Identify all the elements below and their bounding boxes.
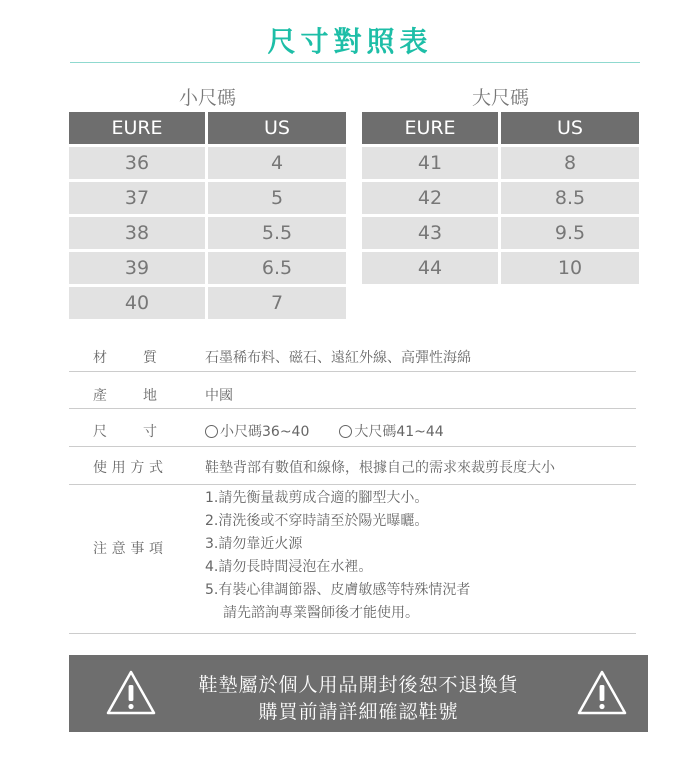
large-us-cell: 10 bbox=[501, 252, 639, 284]
small-eure-cell: 40 bbox=[69, 287, 205, 319]
large-us-cell: 8.5 bbox=[501, 182, 639, 214]
small-header-us: US bbox=[208, 112, 346, 144]
small-eure-cell: 39 bbox=[69, 252, 205, 284]
small-eure-cell: 36 bbox=[69, 147, 205, 179]
notes-row bbox=[69, 485, 636, 634]
large-header-us: US bbox=[501, 112, 639, 144]
large-size-label: 大尺碼 bbox=[471, 87, 529, 109]
page-title: 尺寸對照表 bbox=[267, 25, 433, 58]
small-size-label: 小尺碼 bbox=[178, 87, 236, 109]
size-option-small bbox=[205, 421, 309, 441]
note-item: 2.清洗後或不穿時請至於陽光曝曬。 bbox=[205, 513, 429, 529]
note-item: 3.請勿靠近火源 bbox=[205, 536, 303, 552]
usage-value: 鞋墊背部有數值和線條，根據自己的需求來裁剪長度大小 bbox=[205, 460, 555, 476]
warning-triangle-icon bbox=[576, 669, 628, 717]
small-eure-cell: 38 bbox=[69, 217, 205, 249]
small-us-cell: 6.5 bbox=[208, 252, 346, 284]
large-eure-cell: 42 bbox=[362, 182, 498, 214]
size-options bbox=[205, 421, 444, 441]
size-option-large bbox=[339, 421, 443, 441]
large-eure-cell: 41 bbox=[362, 147, 498, 179]
size-option-large-label: 大尺碼41~44 bbox=[354, 424, 444, 440]
material-label: 材質 bbox=[93, 350, 157, 366]
small-eure-cell: 37 bbox=[69, 182, 205, 214]
banner-line-2: 購買前請詳細確認鞋號 bbox=[258, 701, 459, 723]
large-us-cell: 9.5 bbox=[501, 217, 639, 249]
large-eure-cell: 44 bbox=[362, 252, 498, 284]
notes-label: 注意事項 bbox=[93, 541, 163, 557]
usage-label: 使用方式 bbox=[93, 460, 163, 476]
size-row bbox=[69, 409, 636, 447]
material-value: 石墨稀布料、磁石、遠紅外線、高彈性海綿 bbox=[205, 350, 471, 366]
size-option-small-label: 小尺碼36~40 bbox=[220, 424, 310, 440]
note-item: 4.請勿長時間浸泡在水裡。 bbox=[205, 559, 373, 575]
note-item: 1.請先衡量裁剪成合適的腳型大小。 bbox=[205, 490, 429, 506]
usage-row bbox=[69, 447, 636, 485]
size-label: 尺寸 bbox=[93, 424, 157, 440]
banner-line-1: 鞋墊屬於個人用品開封後恕不退換貨 bbox=[198, 674, 519, 696]
warning-banner bbox=[69, 655, 648, 732]
large-us-cell: 8 bbox=[501, 147, 639, 179]
origin-row bbox=[69, 372, 636, 409]
note-item: 5.有裝心律調節器、皮膚敏感等特殊情況者 bbox=[205, 582, 471, 598]
origin-label: 產地 bbox=[93, 388, 157, 404]
small-us-cell: 5.5 bbox=[208, 217, 346, 249]
small-us-cell: 4 bbox=[208, 147, 346, 179]
small-us-cell: 5 bbox=[208, 182, 346, 214]
small-header-eure: EURE bbox=[69, 112, 205, 144]
origin-value: 中國 bbox=[205, 388, 233, 404]
note-item-continued: 請先諮詢專業醫師後才能使用。 bbox=[223, 605, 419, 621]
title-divider bbox=[70, 62, 640, 63]
circle-icon bbox=[339, 425, 352, 438]
circle-icon bbox=[205, 425, 218, 438]
large-header-eure: EURE bbox=[362, 112, 498, 144]
large-eure-cell: 43 bbox=[362, 217, 498, 249]
notes-list bbox=[205, 487, 470, 625]
material-row bbox=[69, 338, 636, 372]
small-us-cell: 7 bbox=[208, 287, 346, 319]
